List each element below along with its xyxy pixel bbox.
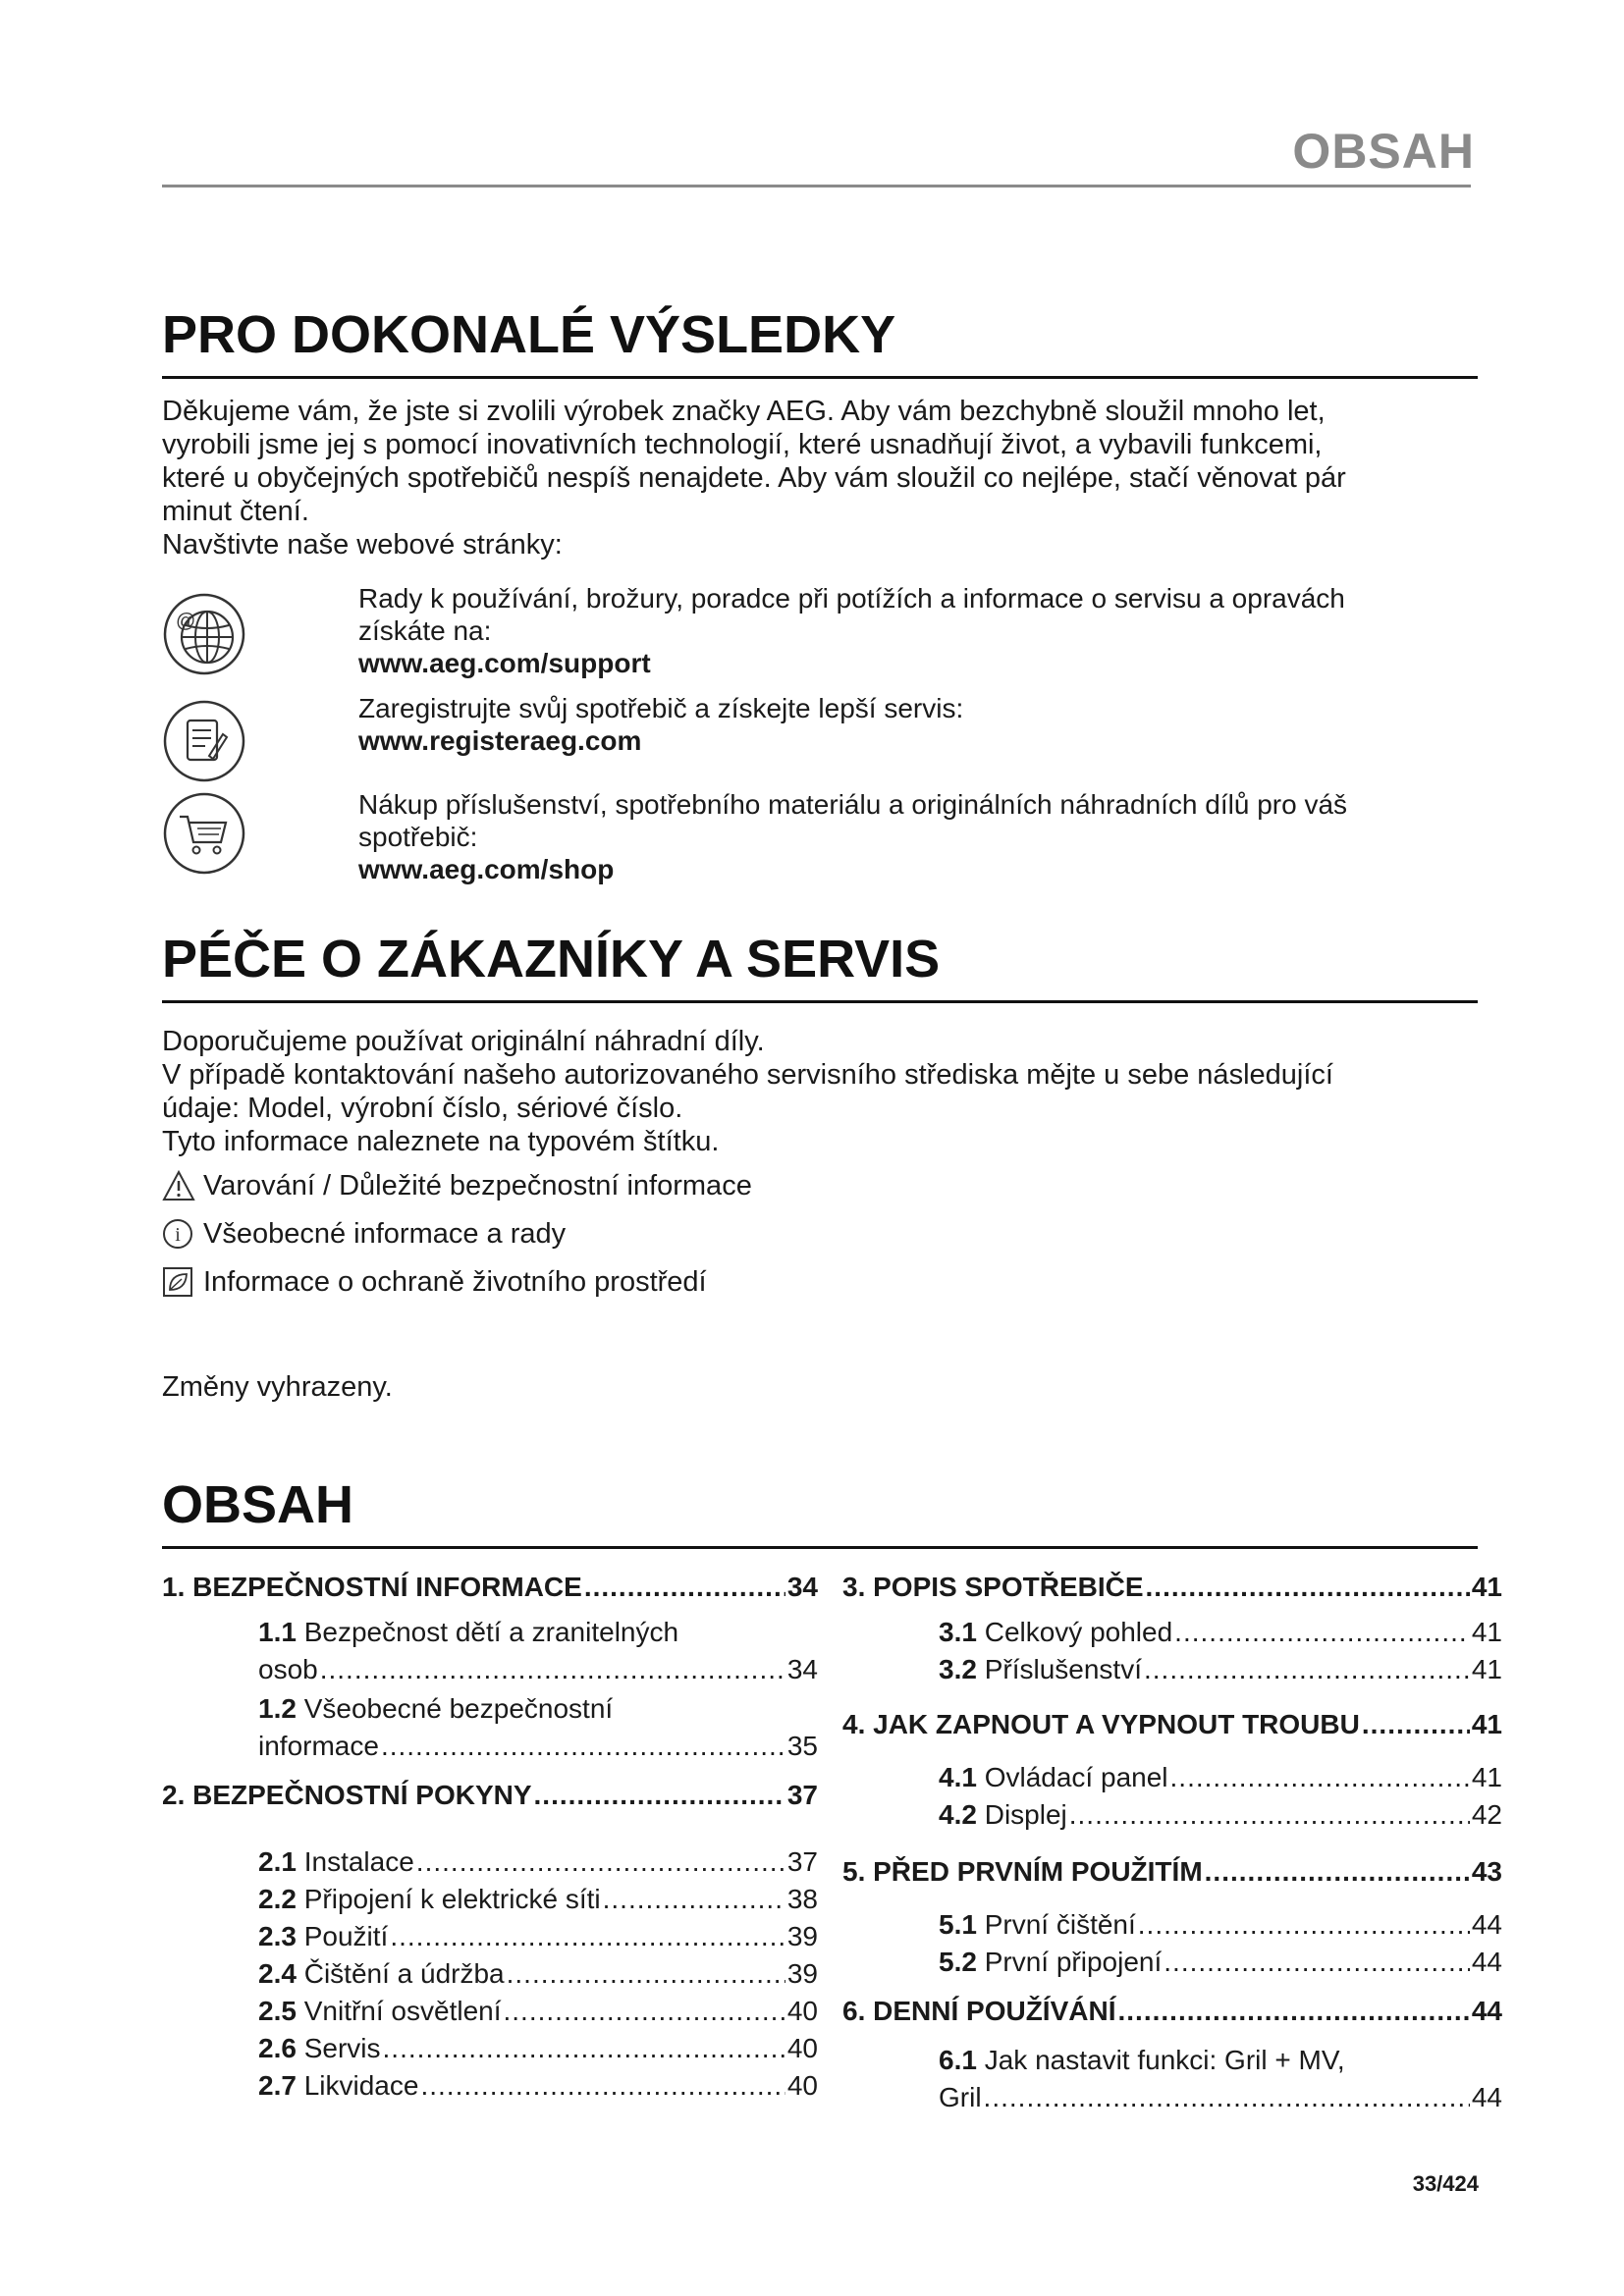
toc-entry-page: 41 bbox=[1471, 1572, 1502, 1602]
toc-sub-group bbox=[162, 1614, 818, 1765]
toc-entry-page: 40 bbox=[786, 2070, 818, 2101]
toc-sub-group bbox=[842, 1759, 1502, 1834]
toc-entry-label: 1. BEZPEČNOSTNÍ INFORMACE bbox=[162, 1572, 582, 1602]
toc-entry-label: Servis bbox=[303, 2033, 381, 2063]
toc-entry-page: 41 bbox=[1471, 1762, 1502, 1792]
toc-entry-label: Připojení k elektrické síti bbox=[303, 1884, 601, 1914]
toc-entry-number: 4.2 bbox=[939, 1799, 977, 1830]
toc-entry-number: 1.2 bbox=[258, 1693, 297, 1724]
toc-entry-label: osob bbox=[258, 1654, 318, 1684]
toc-entry-page: 35 bbox=[786, 1731, 818, 1761]
toc-entry-label: Všeobecné bezpečnostní bbox=[303, 1693, 614, 1724]
register-form-icon bbox=[162, 699, 246, 783]
toc-entry[interactable] bbox=[939, 1759, 1502, 1796]
toc-entry[interactable] bbox=[842, 1993, 1502, 2030]
toc-entry-number: 5.2 bbox=[939, 1947, 977, 1977]
page-number: 33/424 bbox=[1412, 2171, 1479, 2196]
toc-entry-page: 44 bbox=[1471, 1996, 1502, 2026]
section-title-customer-care: PÉČE O ZÁKAZNÍKY A SERVIS bbox=[162, 930, 941, 988]
header-rule bbox=[162, 185, 1471, 187]
service-line: údaje: Model, výrobní číslo, sériové číslo. bbox=[162, 1093, 683, 1124]
legend-environment-text: Informace o ochraně životního prostředí bbox=[203, 1266, 707, 1298]
toc-sub-group bbox=[842, 2042, 1502, 2116]
toc-entry-number: 2.4 bbox=[258, 1958, 297, 1989]
toc-sub-group bbox=[842, 1906, 1502, 1981]
service-line: Doporučujeme používat originální náhradní díly. bbox=[162, 1026, 765, 1057]
section-rule bbox=[162, 376, 1478, 379]
toc-entry[interactable] bbox=[258, 1728, 818, 1765]
toc-entry-number: 4.1 bbox=[939, 1762, 977, 1792]
toc-right-column bbox=[842, 1569, 1502, 2116]
shop-link[interactable]: www.aeg.com/shop bbox=[358, 854, 615, 884]
toc-entry-label: Příslušenství bbox=[984, 1654, 1142, 1684]
visit-websites-text: Navštivte naše webové stránky: bbox=[162, 529, 563, 561]
legend-info bbox=[162, 1217, 566, 1251]
toc-entry-label: Instalace bbox=[303, 1846, 414, 1877]
toc-entry-number: 2.5 bbox=[258, 1996, 297, 2026]
toc-entry-label: Použití bbox=[303, 1921, 389, 1951]
toc-entry-number: 2.3 bbox=[258, 1921, 297, 1951]
toc-entry-page: 38 bbox=[786, 1884, 818, 1914]
toc-entry[interactable] bbox=[258, 2067, 818, 2105]
toc-entry-page: 34 bbox=[786, 1572, 818, 1602]
toc-entry[interactable] bbox=[939, 1944, 1502, 1981]
shop-info bbox=[358, 788, 1478, 885]
section-title-results: PRO DOKONALÉ VÝSLEDKY bbox=[162, 305, 896, 364]
toc-entry[interactable] bbox=[258, 1843, 818, 1881]
legend-warning bbox=[162, 1169, 752, 1202]
toc-entry-label: Vnitřní osvětlení bbox=[303, 1996, 502, 2026]
support-link[interactable]: www.aeg.com/support bbox=[358, 648, 651, 678]
svg-text:@: @ bbox=[176, 611, 196, 632]
support-info bbox=[358, 582, 1478, 679]
toc-entry-page: 39 bbox=[786, 1921, 818, 1951]
toc-entry-page: 44 bbox=[1471, 1909, 1502, 1940]
intro-line: vyrobili jsme jej s pomocí inovativních technologií, které usnadňují život, a vybavili funkcemi, bbox=[162, 429, 1323, 460]
toc-entry[interactable] bbox=[258, 1955, 818, 1993]
toc-entry[interactable] bbox=[258, 1690, 818, 1728]
toc-entry[interactable] bbox=[939, 1796, 1502, 1834]
intro-line: Děkujeme vám, že jste si zvolili výrobek značky AEG. Aby vám bezchybně sloužil mnoho let, bbox=[162, 396, 1326, 427]
toc-entry[interactable] bbox=[939, 1906, 1502, 1944]
toc-entry[interactable] bbox=[258, 2030, 818, 2067]
toc-entry-label: Displej bbox=[984, 1799, 1067, 1830]
changes-reserved-text: Změny vyhrazeny. bbox=[162, 1371, 393, 1403]
toc-entry-number: 2.7 bbox=[258, 2070, 297, 2101]
toc-entry-page: 44 bbox=[1471, 1947, 1502, 1977]
changes-reserved-note bbox=[162, 1370, 1483, 1404]
toc-left-column bbox=[162, 1569, 818, 2105]
toc-entry-label: Likvidace bbox=[303, 2070, 419, 2101]
toc-entry[interactable] bbox=[939, 2042, 1502, 2079]
register-text: Zaregistrujte svůj spotřebič a získejte lepší servis: bbox=[358, 693, 964, 723]
toc-entry-label: 5. PŘED PRVNÍM POUŽITÍM bbox=[842, 1856, 1203, 1887]
toc-entry-label: 2. BEZPEČNOSTNÍ POKYNY bbox=[162, 1780, 532, 1810]
legend-environment bbox=[162, 1265, 707, 1299]
legend-warning-text: Varování / Důležité bezpečnostní informace bbox=[203, 1170, 752, 1201]
toc-entry-number: 2.2 bbox=[258, 1884, 297, 1914]
toc-entry[interactable] bbox=[258, 1918, 818, 1955]
service-line: Tyto informace naleznete na typovém štítku. bbox=[162, 1126, 720, 1157]
toc-entry-label: Jak nastavit funkci: Gril + MV, bbox=[984, 2045, 1345, 2075]
toc-entry-label: Čištění a údržba bbox=[303, 1958, 505, 1989]
intro-paragraph bbox=[162, 395, 1483, 561]
toc-entry[interactable] bbox=[258, 1614, 818, 1651]
toc-entry[interactable] bbox=[939, 1651, 1502, 1688]
toc-entry-page: 43 bbox=[1471, 1856, 1502, 1887]
toc-entry-label: První připojení bbox=[984, 1947, 1163, 1977]
toc-entry-label: 4. JAK ZAPNOUT A VYPNOUT TROUBU bbox=[842, 1709, 1360, 1739]
toc-entry-page: 37 bbox=[786, 1780, 818, 1810]
toc-entry-page: 44 bbox=[1471, 2082, 1502, 2112]
toc-entry-label: Gril bbox=[939, 2082, 982, 2112]
toc-entry-page: 42 bbox=[1471, 1799, 1502, 1830]
legend-info-text: Všeobecné informace a rady bbox=[203, 1218, 567, 1250]
support-text: Rady k používání, brožury, poradce při potížích a informace o servisu a opravách bbox=[358, 583, 1345, 614]
register-info bbox=[358, 692, 1478, 757]
shop-text: spotřebič: bbox=[358, 822, 478, 852]
toc-entry-number: 6.1 bbox=[939, 2045, 977, 2075]
toc-entry[interactable] bbox=[939, 1614, 1502, 1651]
toc-entry[interactable] bbox=[842, 1853, 1502, 1891]
toc-entry-page: 41 bbox=[1471, 1654, 1502, 1684]
toc-entry[interactable] bbox=[842, 1706, 1502, 1743]
support-text: získáte na: bbox=[358, 615, 492, 646]
toc-entry-label: 6. DENNÍ POUŽÍVÁNÍ bbox=[842, 1996, 1116, 2026]
toc-entry[interactable] bbox=[258, 1651, 818, 1688]
toc-entry-page: 37 bbox=[786, 1846, 818, 1877]
toc-entry-page: 40 bbox=[786, 1996, 818, 2026]
toc-entry-page: 39 bbox=[786, 1958, 818, 1989]
toc-entry-number: 5.1 bbox=[939, 1909, 977, 1940]
register-link[interactable]: www.registeraeg.com bbox=[358, 725, 642, 756]
globe-icon bbox=[162, 592, 246, 676]
intro-line: které u obyčejných spotřebičů nespíš nenajdete. Aby vám sloužil co nejlépe, stačí věnovat pár bbox=[162, 462, 1346, 494]
toc-entry-number: 2.1 bbox=[258, 1846, 297, 1877]
toc-entry-number: 1.1 bbox=[258, 1617, 297, 1647]
shopping-cart-icon bbox=[162, 791, 246, 876]
toc-entry-label: Celkový pohled bbox=[984, 1617, 1173, 1647]
toc-entry-number: 2.6 bbox=[258, 2033, 297, 2063]
toc-entry-page: 40 bbox=[786, 2033, 818, 2063]
toc-entry-label: První čištění bbox=[984, 1909, 1136, 1940]
toc-entry[interactable] bbox=[258, 1881, 818, 1918]
toc-entry-page: 34 bbox=[786, 1654, 818, 1684]
toc-entry[interactable] bbox=[162, 1777, 818, 1814]
toc-entry[interactable] bbox=[162, 1569, 818, 1606]
warning-icon bbox=[162, 1170, 193, 1201]
header-title: OBSAH bbox=[1292, 124, 1475, 179]
toc-entry[interactable] bbox=[258, 1993, 818, 2030]
toc-entry[interactable] bbox=[842, 1569, 1502, 1606]
toc-entry-number: 3.2 bbox=[939, 1654, 977, 1684]
leaf-icon bbox=[162, 1266, 193, 1298]
toc-entry-number: 3.1 bbox=[939, 1617, 977, 1647]
toc-entry-label: 3. POPIS SPOTŘEBIČE bbox=[842, 1572, 1144, 1602]
toc-entry-label: Ovládací panel bbox=[984, 1762, 1168, 1792]
toc-entry-label: Bezpečnost dětí a zranitelných bbox=[303, 1617, 679, 1647]
toc-entry-label: informace bbox=[258, 1731, 379, 1761]
info-icon bbox=[162, 1218, 193, 1250]
service-paragraph bbox=[162, 1025, 1483, 1158]
svg-text:i: i bbox=[175, 1224, 181, 1246]
toc-title: OBSAH bbox=[162, 1475, 354, 1534]
toc-entry-page: 41 bbox=[1471, 1709, 1502, 1739]
intro-line: minut čtení. bbox=[162, 496, 309, 527]
service-line: V případě kontaktování našeho autorizovaného servisního střediska mějte u sebe následující bbox=[162, 1059, 1333, 1091]
toc-rule bbox=[162, 1546, 1478, 1549]
toc-entry-page: 41 bbox=[1471, 1617, 1502, 1647]
section-rule bbox=[162, 1000, 1478, 1003]
toc-sub-group bbox=[842, 1614, 1502, 1688]
toc-sub-group bbox=[162, 1843, 818, 2105]
shop-text: Nákup příslušenství, spotřebního materiálu a originálních náhradních dílů pro váš bbox=[358, 789, 1348, 820]
toc-entry[interactable] bbox=[939, 2079, 1502, 2116]
